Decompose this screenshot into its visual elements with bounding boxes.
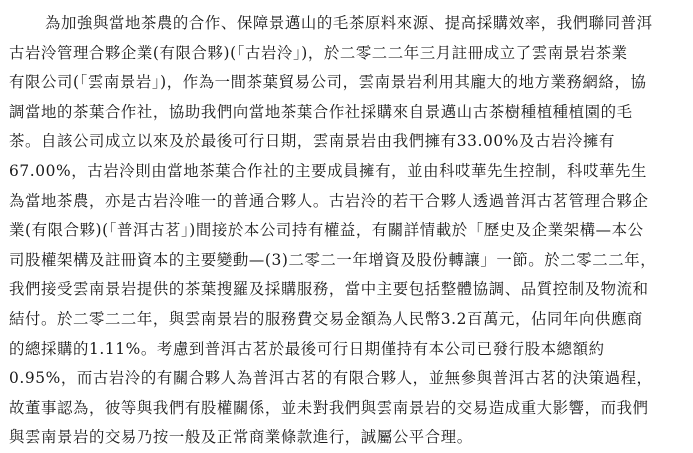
paragraph-line: 司股權架構及註冊資本的主要變動—(3)二零二一年增資及股份轉讓」一節。於二零二二年， (9, 250, 657, 269)
paragraph-line: 我們接受雲南景岩提供的茶葉搜羅及採購服務，當中主要包括整體協調、品質控制及物流和 (9, 280, 649, 299)
paragraph-line: 為當地茶農，亦是古岩泠唯一的普通合夥人。古岩泠的若干合夥人透過普洱古茗管理合夥企 (9, 191, 649, 210)
paragraph-line: 0.95%，而古岩泠的有關合夥人為普洱古茗的有限合夥人，並無參與普洱古茗的決策過程， (9, 369, 653, 388)
paragraph-line: 調當地的茶葉合作社，協助我們向當地茶葉合作社採購來自景邁山古茶樹種植種植園的毛 (9, 102, 633, 121)
body-paragraph (9, 9, 683, 453)
paragraph-line: 為加強與當地茶農的合作、保障景邁山的毛茶原料來源、提高採購效率，我們聯同普洱 (45, 14, 653, 32)
paragraph-line: 的總採購的1.11%。考慮到普洱古茗於最後可行日期僅持有本公司已發行股本總額約 (9, 339, 605, 358)
paragraph-line: 67.00%，古岩泠則由當地茶葉合作社的主要成員擁有，並由科哎華先生控制，科哎華先生 (9, 161, 647, 180)
paragraph-line: 茶。自該公司成立以來及於最後可行日期，雲南景岩由我們擁有33.00%及古岩泠擁有 (9, 132, 615, 151)
paragraph-line: 業(有限合夥)(「普洱古茗」)間接於本公司持有權益，有關詳情載於「歷史及企業架構—本公 (9, 221, 644, 240)
paragraph-line: 與雲南景岩的交易乃按一般及正常商業條款進行，誠屬公平合理。 (9, 428, 473, 447)
paragraph-line: 結付。於二零二二年，與雲南景岩的服務費交易金額為人民幣3.2百萬元，佔同年向供應商 (9, 309, 643, 328)
paragraph-line: 有限公司(「雲南景岩」)，作為一間茶葉貿易公司，雲南景岩利用其龐大的地方業務網絡，協 (9, 73, 647, 92)
paragraph-line: 古岩泠管理合夥企業(有限合夥)(「古岩泠」)，於二零二二年三月註冊成立了雲南景岩茶業 (9, 43, 628, 62)
paragraph-line: 故董事認為，彼等與我們有股權關係，並未對我們與雲南景岩的交易造成重大影響，而我們 (9, 398, 649, 417)
